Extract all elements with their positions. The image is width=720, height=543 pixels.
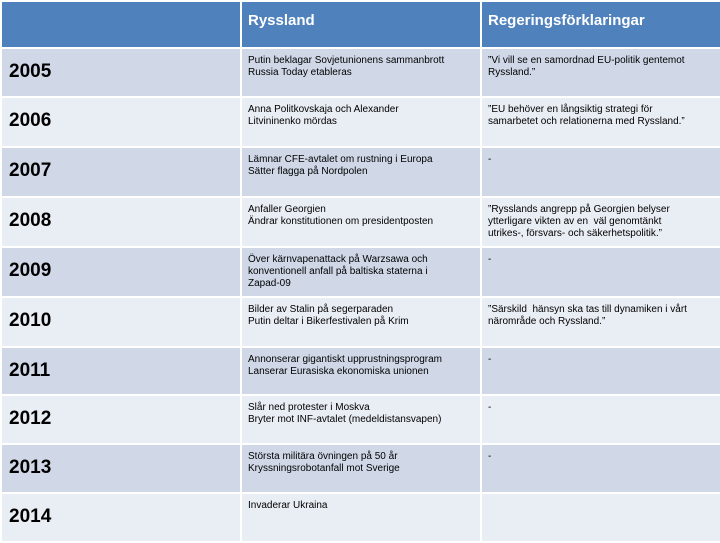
government-statement-line: Ryssland.” xyxy=(488,67,536,78)
government-statement-line: - xyxy=(488,402,492,413)
year-cell: 2008 xyxy=(1,197,241,247)
russia-cell xyxy=(241,347,481,395)
government-cell xyxy=(481,444,720,493)
government-statement-line: ”Rysslands angrepp på Georgien belyser xyxy=(488,204,670,215)
government-statement-line: ”Vi vill se en samordnad EU-politik gentemot xyxy=(488,55,685,66)
russia-event-line: Russia Today etableras xyxy=(248,67,352,78)
russia-event-line: Anna Politkovskaja och Alexander xyxy=(248,104,399,115)
table-row xyxy=(1,493,720,542)
year-cell: 2013 xyxy=(1,444,241,493)
year-cell: 2011 xyxy=(1,347,241,395)
table-row xyxy=(1,347,720,395)
government-statement-line: - xyxy=(488,254,492,265)
government-cell xyxy=(481,97,720,147)
year-cell: 2014 xyxy=(1,493,241,542)
header-year xyxy=(1,1,241,48)
table-row xyxy=(1,147,720,197)
year-cell: 2009 xyxy=(1,247,241,297)
russia-event-line: Bilder av Stalin på segerparaden xyxy=(248,304,394,315)
header-russia: Ryssland xyxy=(241,1,481,48)
russia-event-line: Anfaller Georgien xyxy=(248,204,326,215)
russia-cell xyxy=(241,197,481,247)
russia-cell xyxy=(241,297,481,347)
government-statement-line: ytterligare vikten av en väl genomtänkt xyxy=(488,216,662,227)
government-cell xyxy=(481,48,720,97)
table-row xyxy=(1,97,720,147)
russia-event-line: Sätter flagga på Nordpolen xyxy=(248,166,368,177)
russia-event-line: Över kärnvapenattack på Warzsawa och xyxy=(248,254,428,265)
russia-event-line: Putin deltar i Bikerfestivalen på Krim xyxy=(248,316,409,327)
table-row xyxy=(1,48,720,97)
russia-event-line: Lanserar Eurasiska ekonomiska unionen xyxy=(248,366,429,377)
government-cell xyxy=(481,147,720,197)
russia-event-line: Slår ned protester i Moskva xyxy=(248,402,370,413)
russia-cell xyxy=(241,493,481,542)
russia-event-line: Ändrar konstitutionen om presidentposten xyxy=(248,216,434,227)
government-cell xyxy=(481,197,720,247)
russia-cell xyxy=(241,147,481,197)
table-row xyxy=(1,197,720,247)
government-cell xyxy=(481,395,720,444)
russia-event-line: konventionell anfall på baltiska staterna i xyxy=(248,266,428,277)
year-cell: 2010 xyxy=(1,297,241,347)
government-statement-line: närområde och Ryssland.” xyxy=(488,316,606,327)
government-statement-line: - xyxy=(488,154,492,165)
russia-event-line: Bryter mot INF-avtalet (medeldistansvapen) xyxy=(248,414,442,425)
government-statement-line: - xyxy=(488,451,492,462)
year-cell: 2006 xyxy=(1,97,241,147)
government-cell xyxy=(481,347,720,395)
russia-event-line: Största militära övningen på 50 år xyxy=(248,451,398,462)
government-statement-line: - xyxy=(488,354,492,365)
russia-cell xyxy=(241,48,481,97)
government-statement-line: ”EU behöver en långsiktig strategi för xyxy=(488,104,653,115)
russia-event-line: Kryssningsrobotanfall mot Sverige xyxy=(248,463,400,474)
russia-cell xyxy=(241,444,481,493)
russia-event-line: Invaderar Ukraina xyxy=(248,500,328,511)
year-cell: 2012 xyxy=(1,395,241,444)
government-cell xyxy=(481,493,720,542)
russia-event-line: Putin beklagar Sovjetunionens sammanbrott xyxy=(248,55,445,66)
government-statement-line: utrikes-, försvars- och säkerhetspolitik.” xyxy=(488,228,662,239)
russia-event-line: Litvininenko mördas xyxy=(248,116,337,127)
government-statement-line: samarbetet och relationerna med Ryssland.” xyxy=(488,116,685,127)
russia-cell xyxy=(241,395,481,444)
russia-event-line: Zapad-09 xyxy=(248,278,291,289)
russia-event-line: Lämnar CFE-avtalet om rustning i Europa xyxy=(248,154,433,165)
russia-cell xyxy=(241,247,481,297)
table-row xyxy=(1,247,720,297)
government-statement-line: ”Särskild hänsyn ska tas till dynamiken i vårt xyxy=(488,304,687,315)
table-row xyxy=(1,444,720,493)
russia-cell xyxy=(241,97,481,147)
government-cell xyxy=(481,247,720,297)
year-cell: 2007 xyxy=(1,147,241,197)
header-row xyxy=(1,1,720,48)
government-cell xyxy=(481,297,720,347)
russia-event-line: Annonserar gigantiskt upprustningsprogram xyxy=(248,354,442,365)
header-government: Regeringsförklaringar xyxy=(481,1,720,48)
table-row xyxy=(1,395,720,444)
table-row xyxy=(1,297,720,347)
year-cell: 2005 xyxy=(1,48,241,97)
